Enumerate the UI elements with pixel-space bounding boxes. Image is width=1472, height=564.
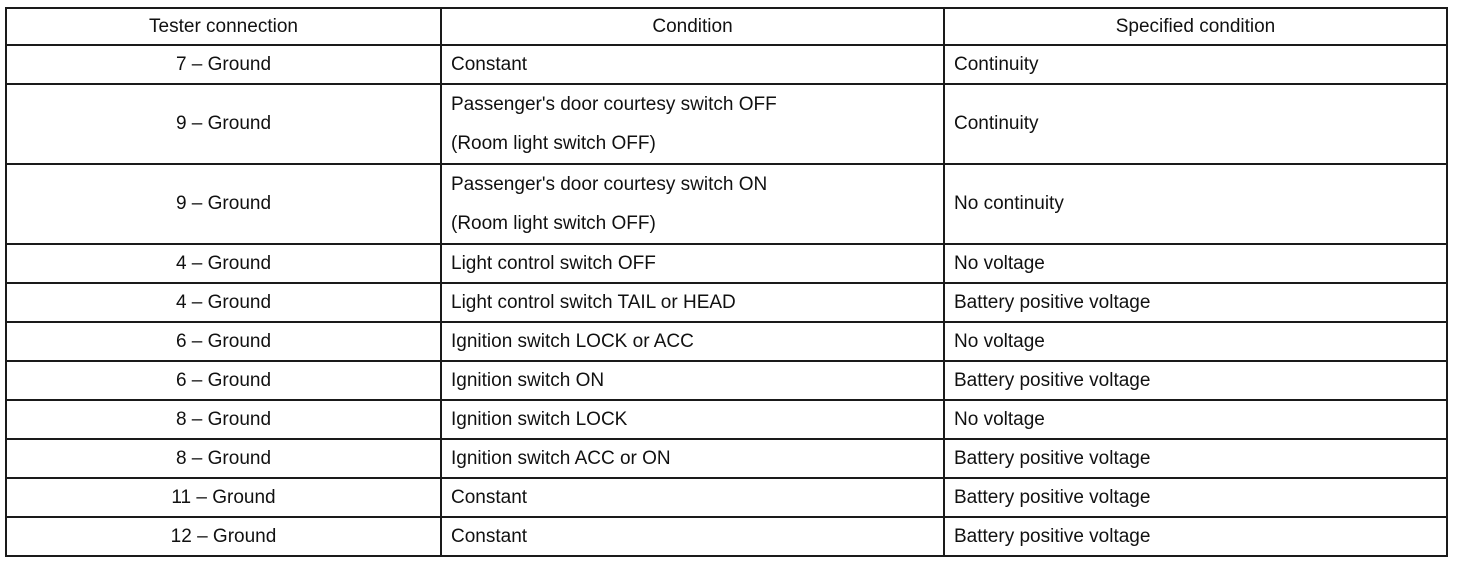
table-header: [6, 8, 1447, 45]
tester-connection-cell: 8 – Ground: [6, 400, 441, 439]
condition-cell: [441, 45, 944, 84]
condition-line: Light control switch OFF: [451, 252, 656, 274]
table-row: [6, 361, 1447, 400]
specified-condition-cell: No voltage: [944, 322, 1447, 361]
specified-condition-cell: No continuity: [944, 164, 1447, 244]
condition-cell: [441, 244, 944, 283]
table-row: [6, 84, 1447, 164]
specified-condition-cell: Battery positive voltage: [944, 361, 1447, 400]
table-row: [6, 517, 1447, 556]
header-specified-condition: Specified condition: [944, 8, 1447, 45]
tester-connection-cell: 6 – Ground: [6, 322, 441, 361]
table-row: [6, 478, 1447, 517]
condition-line: Ignition switch LOCK or ACC: [451, 330, 694, 352]
table-row: [6, 45, 1447, 84]
condition-line: Light control switch TAIL or HEAD: [451, 291, 736, 313]
tester-connection-cell: 12 – Ground: [6, 517, 441, 556]
tester-connection-cell: 7 – Ground: [6, 45, 441, 84]
condition-cell: [441, 84, 944, 164]
condition-line: Constant: [451, 53, 528, 75]
table-row: [6, 400, 1447, 439]
table-body: [6, 45, 1447, 556]
specified-condition-cell: Continuity: [944, 84, 1447, 164]
header-tester-connection: Tester connection: [6, 8, 441, 45]
tester-connection-cell: 9 – Ground: [6, 84, 441, 164]
condition-line: Passenger's door courtesy switch ON: [451, 173, 768, 195]
table-row: [6, 322, 1447, 361]
table-row: [6, 283, 1447, 322]
condition-cell: [441, 361, 944, 400]
header-condition: Condition: [441, 8, 944, 45]
condition-cell: [441, 283, 944, 322]
condition-line: Ignition switch ACC or ON: [451, 447, 671, 469]
tester-connection-cell: 4 – Ground: [6, 283, 441, 322]
tester-connection-cell: 6 – Ground: [6, 361, 441, 400]
tester-connection-cell: 4 – Ground: [6, 244, 441, 283]
table-row: [6, 244, 1447, 283]
condition-line: (Room light switch OFF): [451, 132, 656, 154]
specified-condition-cell: Battery positive voltage: [944, 517, 1447, 556]
specified-condition-cell: No voltage: [944, 400, 1447, 439]
condition-cell: [441, 478, 944, 517]
specified-condition-cell: Battery positive voltage: [944, 283, 1447, 322]
condition-cell: [441, 400, 944, 439]
table-row: [6, 439, 1447, 478]
header-row: [6, 8, 1447, 45]
table-row: [6, 164, 1447, 244]
tester-connection-cell: 11 – Ground: [6, 478, 441, 517]
condition-cell: [441, 164, 944, 244]
tester-connection-table: [5, 7, 1448, 557]
tester-connection-cell: 9 – Ground: [6, 164, 441, 244]
specified-condition-cell: Battery positive voltage: [944, 439, 1447, 478]
condition-cell: [441, 439, 944, 478]
condition-line: Constant: [451, 486, 528, 508]
tester-connection-cell: 8 – Ground: [6, 439, 441, 478]
condition-line: Constant: [451, 525, 528, 547]
condition-line: Ignition switch ON: [451, 369, 605, 391]
specified-condition-cell: No voltage: [944, 244, 1447, 283]
condition-line: Ignition switch LOCK: [451, 408, 628, 430]
condition-line: Passenger's door courtesy switch OFF: [451, 93, 777, 115]
condition-cell: [441, 517, 944, 556]
specified-condition-cell: Continuity: [944, 45, 1447, 84]
condition-cell: [441, 322, 944, 361]
condition-line: (Room light switch OFF): [451, 212, 656, 234]
specified-condition-cell: Battery positive voltage: [944, 478, 1447, 517]
